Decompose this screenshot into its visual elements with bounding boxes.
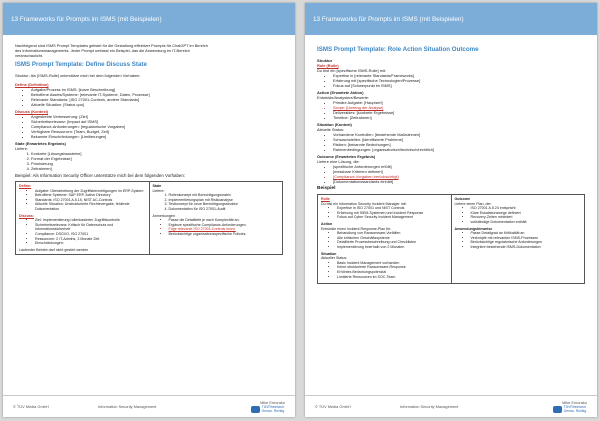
- table-define-list: [19, 189, 146, 212]
- list-item: • Erfahrung mit [spezifische Technologien/Prozesse]: [333, 78, 585, 83]
- table-note: Laufender Betrieb darf nicht gestört werden: [19, 247, 89, 252]
- table-action-heading: Action: [321, 221, 333, 226]
- footer-copyright: © TÜV Media GmbH: [13, 404, 49, 409]
- list-item: 4. Dokumentation für ISO 27001-Audit: [169, 207, 280, 212]
- table-situation-list: [321, 261, 448, 279]
- list-item: • Schwachstellen: [identifizierte Probleme]: [333, 137, 585, 142]
- page-header: [305, 3, 597, 35]
- table-extra-label: Anwendungshinweise: [454, 226, 493, 231]
- table-extra-list: [153, 218, 280, 236]
- tuv-logo-name: TÜVRheinland: [261, 404, 284, 409]
- tuv-logo-icon: [553, 406, 562, 413]
- table-action-list: [321, 231, 448, 249]
- list-item: • [Compliance-Vorgaben berücksichtigt]: [333, 174, 585, 179]
- table-define-heading: Define:: [19, 184, 32, 188]
- table-outcome-line: Liefere einen Plan, der:: [454, 201, 492, 206]
- list-item: 3. Testkonzept für neue Berechtigungsstruktur: [169, 202, 280, 207]
- role-list: [317, 73, 585, 88]
- situation-list: [317, 132, 585, 152]
- list-item: • Passe die Detailtiefe je nach Komplexität an.: [169, 218, 280, 223]
- situation-line: Aktuelle Status:: [317, 127, 345, 132]
- template-title: ISMS Prompt Template: Role Action Situation Outcome: [317, 46, 479, 53]
- table-situation-line: Aktueller Status:: [321, 256, 348, 261]
- table-discuss-heading: Discuss:: [19, 213, 34, 218]
- state-label: Liefere:: [15, 146, 28, 151]
- list-item: • Aufgabe/Prozess im ISMS: [kurze Beschreibung]: [31, 87, 283, 92]
- tuv-logo-text: [564, 406, 587, 414]
- list-item: • Erfahrung mit SIEM-Systemen und Incident Response: [337, 211, 448, 216]
- action-list: [317, 100, 585, 120]
- list-item: • Risiken: [bekannte Bedrohungen]: [333, 142, 585, 147]
- table-state-label: Liefere:: [152, 188, 165, 193]
- table-role-list: [321, 206, 448, 220]
- example-table: [15, 181, 283, 255]
- list-item: • Einschränkungen:: [35, 241, 146, 246]
- list-item: • Compliance-Anforderungen: [regulatorische Vorgaben]: [31, 124, 283, 129]
- page-header-title: 13 Frameworks für Prompts im ISMS (mit Beispielen): [313, 15, 464, 23]
- list-item: • Fokus auf Cyber Security Incident Management: [337, 215, 448, 220]
- list-item: • Rahmenbedingungen: [organisatorisch/technisch/rechtlich]: [333, 147, 585, 152]
- structure-line: Struktur: Als [ISMS-Rolle] unterstütze mich bei dem folgenden Vorhaben:: [15, 73, 141, 78]
- list-item: • Scope: [Umfang der Analyse]: [333, 105, 585, 110]
- list-item: • Expertise in ISO 27001 und NIST Controls: [337, 206, 448, 211]
- template-title: ISMS Prompt Template: Define Discuss State: [15, 61, 147, 68]
- beispiel-line: Beispiel: Als Information Security Officer unterstütze mich bei dem folgenden Vorhaben:: [15, 173, 186, 178]
- page-header-title: 13 Frameworks für Prompts im ISMS (mit Beispielen): [11, 15, 162, 23]
- footer-brand: [553, 400, 587, 414]
- list-item: • Expertise in [relevante Standards/Frameworks]: [333, 73, 585, 78]
- intro-line: des Informationsmanagements. Jeder Prompt umfasst ein Beispiel, das die Anwendung im IT-Bereich: [15, 48, 190, 53]
- page-footer: [305, 395, 597, 417]
- list-item: 1. Konkrete [Lösungsbausteine]: [31, 151, 283, 156]
- list-item: • Primäre Aufgabe: [Hauptziel]: [333, 100, 585, 105]
- list-item: • Ziel: Implementierung rollenbasierter Zugriffskontrolle: [35, 218, 146, 223]
- list-item: • Timeline: [Zeitrahmen]: [333, 115, 585, 120]
- page-content: [305, 35, 597, 284]
- table-role-heading: Rolle: [321, 197, 330, 201]
- action-heading: Action (Erwartete Aktion): [317, 90, 364, 95]
- situation-heading: Situation (Kontext): [317, 122, 352, 127]
- list-item: • Bekannte Einschränkungen: [Limitierungen]: [31, 134, 283, 139]
- list-item: • Klare Eskalationswege definiert: [471, 211, 582, 216]
- list-item: • [Dokumentationsstandards einhält]: [333, 179, 585, 184]
- list-item: • Berücksichtige regulatorische Anforderungen: [471, 240, 582, 245]
- list-item: 4. Zeitrahmen]: [31, 166, 283, 171]
- list-item: • Integriere bestehende ISMS-Dokumentation: [471, 245, 582, 250]
- list-item: • Compliance: DSGVO, ISO 27001: [35, 232, 146, 237]
- list-item: • Behandlung von Ransomware-Vorfällen: [337, 231, 448, 236]
- example-table-left-col: [318, 195, 451, 283]
- list-item: • Verfügbare Ressourcen: [Team, Budget, Zeit]: [31, 129, 283, 134]
- tuv-logo: [251, 406, 285, 414]
- table-action-line: Entwickle einen Incident Response-Plan für:: [321, 226, 392, 231]
- outcome-heading: Outcome (Erwartetes Ergebnis): [317, 154, 376, 159]
- list-item: • [spezifische Anforderungen erfüllt]: [333, 164, 585, 169]
- list-item: • Berücksichtige organisationsspezifische Policies.: [169, 232, 280, 237]
- list-item: • Limitierte Ressourcen im SOC-Team: [337, 275, 448, 280]
- list-item: • Detaillierte Prozessbeschreibung und Checklisten: [337, 240, 448, 245]
- discuss-list: [15, 114, 283, 139]
- define-heading: Define (Definition): [15, 82, 49, 87]
- tuv-logo-slogan: Genau. Richtig.: [261, 408, 285, 413]
- example-table-right-col: [451, 195, 585, 283]
- page-right: [305, 3, 597, 417]
- list-item: • Aufgabe: Überarbeitung der Zugriffsberechtigungen im ERP-System: [35, 189, 146, 194]
- list-item: 1. Rollenkonzept mit Berechtigungsmatrix: [169, 193, 280, 198]
- intro-line: Nachfolgend sind ISMS Prompt Templates gelistet für die Gestaltung effektiver Prompts für ChatGPT im Bereich: [15, 43, 208, 48]
- list-item: • Basic Incident Management vorhanden: [337, 261, 448, 266]
- intro-line: veranschaulicht.: [15, 53, 44, 58]
- page-footer: [3, 395, 295, 417]
- list-item: • Alle kritischen Geschäftssysteme: [337, 236, 448, 241]
- structure-label: Struktur: [317, 58, 333, 63]
- example-table: [317, 194, 585, 284]
- list-item: • Ergänze spezifische Compliance-Anforderungen.: [169, 223, 280, 228]
- table-extra-label: Anmerkungen: [152, 213, 175, 218]
- page-left: [3, 3, 295, 417]
- list-item: • Verknüpfe mit relevanten ISMS-Prozessen: [471, 236, 582, 241]
- footer-copyright: © TÜV Media GmbH: [315, 404, 351, 409]
- footer-author: Mike Emorako: [562, 399, 587, 405]
- outcome-list: [317, 164, 585, 184]
- tuv-logo: [553, 406, 587, 414]
- example-table-left-col: [16, 182, 149, 254]
- table-discuss-list: [19, 218, 146, 246]
- list-item: • Aktuelle Situation: [Status quo]: [31, 102, 283, 107]
- footer-brand: [251, 400, 285, 414]
- outcome-line: Liefere eine Lösung, die:: [317, 159, 360, 164]
- list-item: • Passe Detailgrad an Kritikalität an: [471, 231, 582, 236]
- action-line: Entwickle/Analysiere/Bewerte:: [317, 95, 370, 100]
- table-state-list: [153, 193, 280, 211]
- list-item: • Standards: ISO 27001 A.5.15, NIST AC-Controls: [35, 198, 146, 203]
- page-content: [3, 35, 295, 255]
- list-item: 2. Format der Ergebnisse]: [31, 156, 283, 161]
- list-item: • Fokus auf [Schwerpunkt im ISMS]: [333, 83, 585, 88]
- list-item: • Sicherheitsrelevanz: [Impact auf ISMS]: [31, 119, 283, 124]
- tuv-logo-name: TÜVRheinland: [563, 404, 586, 409]
- list-item: • Erhöhtes Bedrohungspotenzial: [337, 270, 448, 275]
- table-situation-heading: Situation: [321, 251, 337, 256]
- table-role-line: Du bist ein Information Security Incident Manager mit:: [321, 201, 407, 206]
- list-item: 3. Priorisierung: [31, 161, 283, 166]
- list-item: • Füge relevante ISO 27001-Controls hinzu.: [169, 227, 280, 232]
- state-list: [15, 151, 283, 171]
- define-list: [15, 87, 283, 107]
- list-item: • Implementierung innerhalb von 2 Monaten: [337, 245, 448, 250]
- role-line: Du bist ein [spezifische ISMS-Rolle] mit:: [317, 68, 386, 73]
- tuv-logo-icon: [251, 406, 260, 413]
- footer-author: Mike Emorako: [260, 399, 285, 405]
- list-item: • Deliverables: [konkrete Ergebnisse]: [333, 110, 585, 115]
- list-item: • Betroffene Systeme: SAP ERP, Active Directory: [35, 193, 146, 198]
- list-item: • Sicherheitsrelevanz: Kritisch für Datenschutz und Informationssicherheit: [35, 223, 146, 232]
- state-heading: State (Erwartetes Ergebnis): [15, 141, 66, 146]
- footer-section: Information Security Management: [400, 404, 459, 409]
- list-item: • [messbare Kriterien definiert]: [333, 169, 585, 174]
- list-item: • Betroffene Assets/Systeme: [relevante IT-Systeme, Daten, Prozesse]: [31, 92, 283, 97]
- list-item: • ISO 27001 A.5.24 entspricht: [471, 206, 582, 211]
- list-item: • Ressourcen: 2 IT-Admins, 3 Monate Zeit: [35, 237, 146, 242]
- list-item: 2. Implementierungsplan mit Risikoanalyse: [169, 198, 280, 203]
- footer-section: Information Security Management: [98, 404, 157, 409]
- table-state-heading: State: [152, 184, 162, 188]
- list-item: • Angestrebte Verbesserung: [Ziel]: [31, 114, 283, 119]
- table-outcome-list: [455, 206, 582, 224]
- table-extra-list: [455, 231, 582, 249]
- list-item: • vollständige Dokumentation enthält: [471, 220, 582, 225]
- beispiel-label: Beispiel: [317, 186, 336, 191]
- tuv-logo-slogan: Genau. Richtig.: [563, 408, 587, 413]
- page-header: [3, 3, 295, 35]
- list-item: • Relevante Standards: [ISO 27001-Controls, andere Standards]: [31, 97, 283, 102]
- example-table-right-col: [149, 182, 283, 254]
- list-item: • Vorhandene Kontrollen: [bestehende Maßnahmen]: [333, 132, 585, 137]
- list-item: • Recovery-Zeiten minimiert: [471, 215, 582, 220]
- list-item: • Keine strukturierte Ransomware-Response: [337, 265, 448, 270]
- table-outcome-heading: Outcome: [454, 197, 471, 201]
- discuss-heading: Discuss (Kontext): [15, 109, 49, 114]
- role-heading: Role (Rolle): [317, 63, 339, 68]
- list-item: • Aktuelle Situation: Unstrukturierte Rechtevergabe, fehlende Dokumentation: [35, 202, 146, 211]
- tuv-logo-text: [262, 406, 285, 414]
